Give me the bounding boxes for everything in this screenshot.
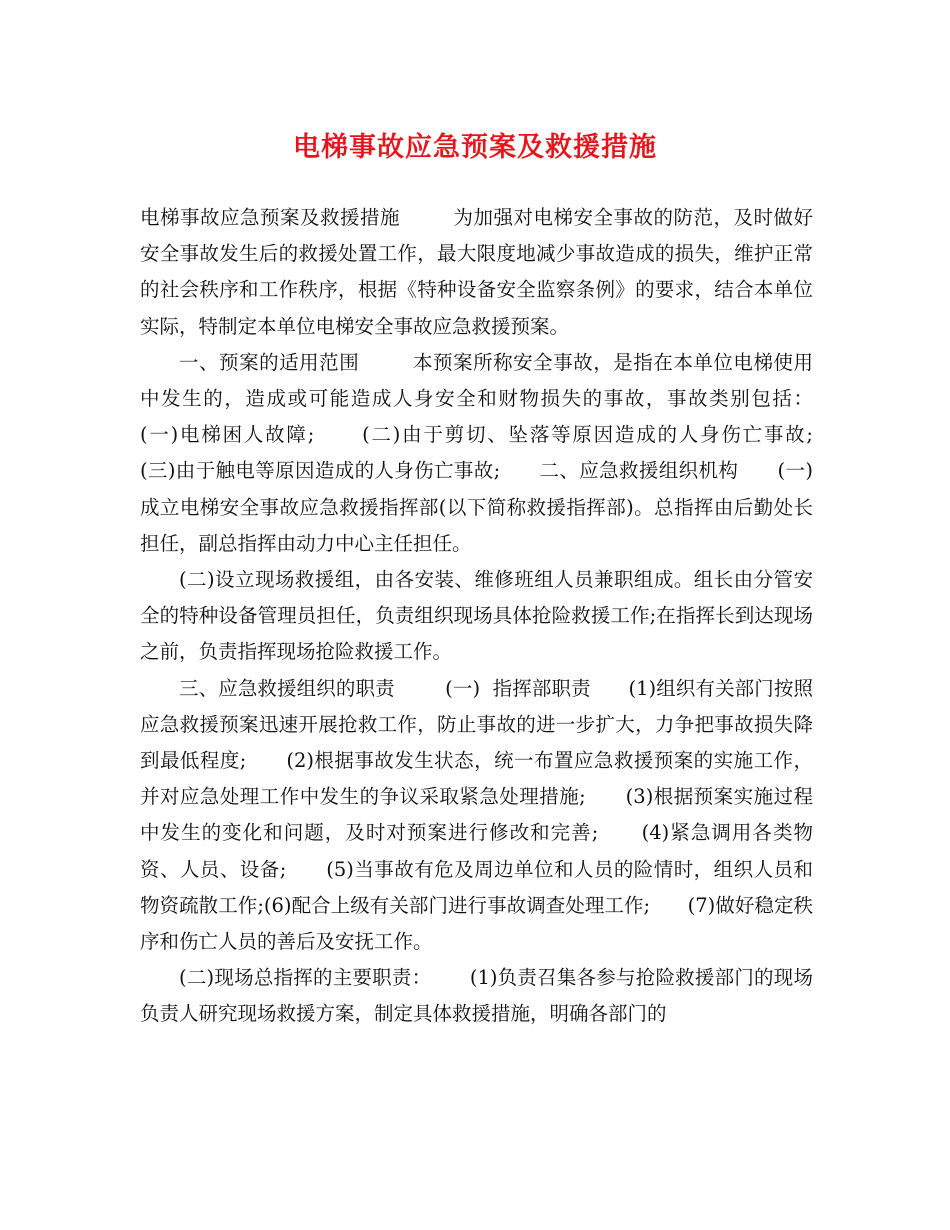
paragraph-rescue-team: (二)设立现场救援组，由各安装、维修班组人员兼职组成。组长由分管安全的特种设备管理员担任，负责组织现场具体抢险救援工作;在指挥长到达现场之前，负责指挥现场抢险救援工作。 xyxy=(140,568,813,664)
paragraph-duties: 三、应急救援组织的职责 (一) 指挥部职责 (1)组织有关部门按照应急救援预案迅速开展抢救工作，防止事故的进一步扩大，力争把事故损失降到最低程度; (2)根据事故发生状态，统一布置应急救援预案的实施工作，并对应急处理工作中发生的争议采取紧急处理措施; (3)根据预案实施过程中发生的变化和问题，及时对预案进行修改和完善; (4)紧急调用各类物资、人员、设备; (5)当事故有危及周边单位和人员的险情时，组织人员和物资疏散工作;(6)配合上级有关部门进行事故调查处理工作; (7)做好稳定秩序和伤亡人员的善后及安抚工作。 xyxy=(140,676,813,954)
paragraph-scope: 一、预案的适用范围 本预案所称安全事故，是指在本单位电梯使用中发生的，造成或可能造成人身安全和财物损失的事故，事故类别包括： (一)电梯困人故障; (二)由于剪切、坠落等原因造成的人身伤亡事故; (三)由于触电等原因造成的人身伤亡事故; 二、应急救援组织机构 (一)成立电梯安全事故应急救援指挥部(以下简称救援指挥部)。总指挥由后勤处长担任，副总指挥由动力中心主任担任。 xyxy=(140,350,851,555)
paragraph-intro: 电梯事故应急预案及救援措施 为加强对电梯安全事故的防范，及时做好安全事故发生后的救援处置工作，最大限度地减少事故造成的损失，维护正常的社会秩序和工作秩序，根据《特种设备安全监察条例》的要求，结合本单位实际，特制定本单位电梯安全事故应急救援预案。 xyxy=(140,206,813,338)
document-body xyxy=(140,200,851,1033)
paragraph-commander-duties: (二)现场总指挥的主要职责： (1)负责召集各参与抢险救援部门的现场负责人研究现场救援方案，制定具体救援措施，明确各部门的 xyxy=(140,966,813,1026)
document-title: 电梯事故应急预案及救援措施 xyxy=(293,132,657,163)
